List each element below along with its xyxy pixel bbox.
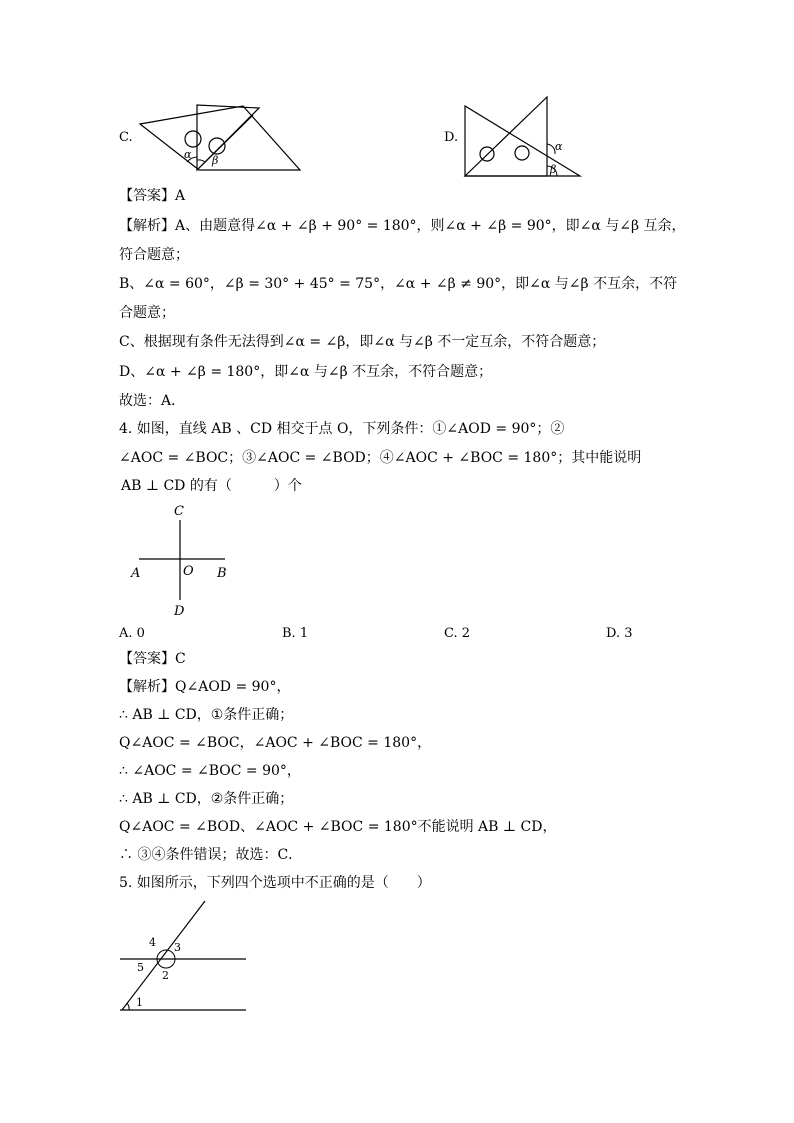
q4-analysis-4: ∴ ∠AOC = ∠BOC = 90°， (119, 763, 301, 779)
angle-4-label: 4 (149, 936, 156, 949)
option-d-label: D. (444, 130, 459, 145)
q3-conclusion: 故选：A． (119, 393, 186, 409)
point-c-label: C (174, 504, 184, 519)
q4-analysis-5: ∴ AB ⊥ CD，②条件正确； (119, 791, 294, 807)
q3-answer: 【答案】A (119, 188, 186, 204)
figure-c-set-squares (135, 100, 310, 175)
q5-stem: 5. 如图所示，下列四个选项中不正确的是（ ） (119, 875, 431, 891)
q4-stem-line3: AB ⊥ CD 的有（ ）个 (121, 478, 302, 494)
q4-option-b: B. 1 (282, 626, 309, 641)
q4-option-d: D. 3 (606, 626, 633, 641)
q3-analysis-a-cont: 符合题意； (119, 247, 189, 263)
q4-answer: 【答案】C (119, 651, 186, 667)
point-o-label: O (183, 564, 194, 579)
q4-option-a: A. 0 (119, 626, 145, 641)
q4-stem-line1: 4. 如图，直线 AB 、CD 相交于点 O，下列条件：①∠AOD = 90°；② (119, 421, 565, 437)
q5-figure-parallel-lines-transversal (115, 895, 255, 1020)
angle-1-label: 1 (136, 996, 143, 1009)
q4-analysis-3: Q∠AOC = ∠BOC，∠AOC + ∠BOC = 180°， (119, 735, 432, 751)
q3-analysis-d: D、∠α + ∠β = 180°，即∠α 与∠β 不互余，不符合题意； (119, 364, 493, 380)
alpha-label: α (555, 140, 563, 153)
point-d-label: D (174, 604, 185, 619)
point-a-label: A (131, 566, 141, 581)
angle-3-label: 3 (174, 941, 181, 954)
q4-analysis-2: ∴ AB ⊥ CD，①条件正确； (119, 707, 294, 723)
q3-analysis-c: C、根据现有条件无法得到∠α = ∠β，即∠α 与∠β 不一定互余，不符合题意； (119, 334, 606, 350)
q4-analysis-1: 【解析】Q∠AOD = 90°， (119, 679, 291, 695)
angle-2-label: 2 (162, 969, 169, 982)
q3-analysis-a: 【解析】A、由题意得∠α + ∠β + 90° = 180°，则∠α + ∠β = 90°，即∠α 与∠β 互余， (119, 218, 686, 234)
q4-figure-perpendicular-lines (125, 500, 235, 620)
q4-option-c: C. 2 (444, 626, 471, 641)
option-c-label: C. (119, 130, 133, 145)
q4-analysis-6: Q∠AOC = ∠BOD、∠AOC + ∠BOC = 180°不能说明 AB ⊥ CD， (119, 819, 557, 835)
q3-analysis-b-cont: 合题意； (119, 305, 175, 321)
point-b-label: B (217, 566, 227, 581)
alpha-label: α (184, 148, 192, 161)
q4-stem-line2: ∠AOC = ∠BOC；③∠AOC = ∠BOD；④∠AOC + ∠BOC = 180°；其中能说明 (119, 450, 642, 466)
q3-analysis-b: B、∠α = 60°，∠β = 30° + 45° = 75°，∠α + ∠β ≠ 90°，即∠α 与∠β 不互余，不符 (119, 276, 678, 292)
figure-d-set-squares (462, 94, 587, 179)
angle-5-label: 5 (137, 961, 144, 974)
beta-label: β (212, 154, 219, 167)
q4-analysis-7: ∴ ③④条件错误；故选：C． (119, 847, 303, 863)
beta-label: β (550, 163, 557, 176)
